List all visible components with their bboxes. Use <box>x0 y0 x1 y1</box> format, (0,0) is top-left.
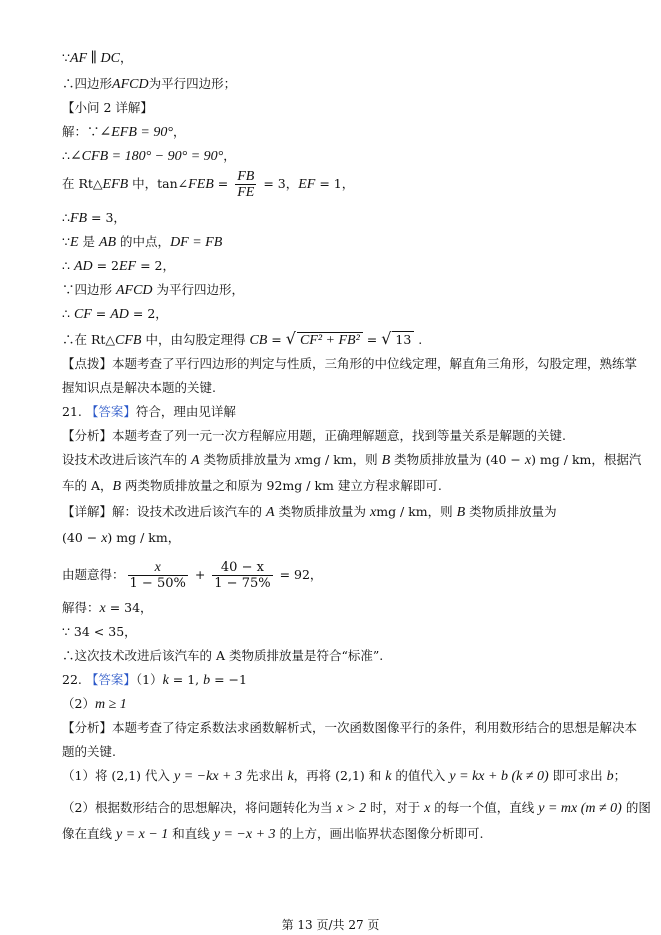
math: E <box>69 235 79 250</box>
text: = 92， <box>275 567 323 582</box>
line <box>62 624 137 640</box>
math: AD <box>73 259 93 274</box>
text: 的图 <box>621 800 651 815</box>
math: A <box>265 505 275 520</box>
text: = 1, <box>168 672 204 687</box>
line <box>62 452 641 469</box>
math: AF ∥ DC <box>69 51 120 66</box>
line <box>62 428 566 444</box>
radical-sign: √ <box>381 329 392 348</box>
text: 的每一个值，直线 <box>430 800 539 815</box>
text: ∴这次技术改进后该汽车的 A 类物质排放量是符合“标准”. <box>62 648 384 663</box>
text: 两类物质排放量之和原为 92mg / km 建立方程求解即可. <box>121 478 442 493</box>
math: x <box>99 601 106 616</box>
text: （2） <box>62 696 95 711</box>
line <box>62 826 484 843</box>
text: （1）将 (2,1) 代入 <box>62 768 175 783</box>
math: m ≥ 1 <box>94 697 127 712</box>
text: + <box>190 567 210 582</box>
line <box>62 148 236 165</box>
answer-tag: 【答案】 <box>85 404 136 419</box>
text: ，再将 (2,1) 和 <box>293 768 386 783</box>
text: 的值代入 <box>391 768 450 783</box>
text: = 2， <box>136 258 175 273</box>
text: 类物质排放量为 <box>465 504 557 519</box>
line <box>62 530 180 547</box>
text: ∵ 34 < 35， <box>62 624 137 639</box>
denominator: 1 − 75% <box>214 576 271 591</box>
text: 题的关键. <box>62 744 116 759</box>
math: y = mx (m ≠ 0) <box>538 801 622 816</box>
math: EF <box>298 177 316 192</box>
text: ， <box>223 148 236 163</box>
text: = 34， <box>105 600 153 615</box>
text: 【点拨】本题考查了平行四边形的判定与性质，三角形的中位线定理，解直角三角形，勾股定理，熟练掌 <box>62 356 638 371</box>
line <box>62 100 153 116</box>
text: = 2， <box>128 306 168 321</box>
radical-sign: √ <box>285 329 296 348</box>
math: x > 2 <box>336 801 367 816</box>
numerator: FB <box>237 169 255 184</box>
text: = 1， <box>315 176 355 191</box>
denominator: FE <box>237 185 255 200</box>
line <box>62 76 236 93</box>
math: AFCD <box>112 77 149 92</box>
line <box>62 210 126 227</box>
text: 的上方，画出临界状态图像分析即可. <box>275 826 484 841</box>
line <box>62 404 236 420</box>
line <box>62 560 322 591</box>
line <box>62 696 127 713</box>
text: 车的 A， <box>62 478 113 493</box>
math: DF = FB <box>170 235 223 250</box>
text: ) mg / km， <box>107 530 181 545</box>
text: = 2 <box>92 258 119 273</box>
text: 中，tan∠ <box>128 176 189 191</box>
line <box>62 478 442 495</box>
math: ∠CFB = 180° − 90° = 90° <box>69 149 224 164</box>
text: ∴在 Rt△ <box>62 332 116 347</box>
fraction <box>212 560 272 591</box>
text: 握知识点是解决本题的关键. <box>62 380 216 395</box>
text: = <box>91 306 111 321</box>
text: 是 <box>78 234 99 249</box>
line <box>62 169 354 200</box>
math: x <box>424 801 431 816</box>
math: k <box>385 769 392 784</box>
text: 时，对于 <box>366 800 425 815</box>
text: ) mg / km，根据汽 <box>531 452 642 467</box>
section-heading: 【小问 2 详解】 <box>62 100 153 115</box>
line <box>62 648 383 664</box>
text: = <box>267 332 286 347</box>
math: y = −x + 3 <box>213 827 276 842</box>
math: k <box>287 769 294 784</box>
denominator: 1 − 50% <box>129 576 186 591</box>
math: AFCD <box>115 283 153 298</box>
text: . <box>414 332 423 347</box>
math: b <box>203 673 211 688</box>
text: 为平行四边形， <box>152 282 245 297</box>
text: 由题意得： <box>62 567 125 582</box>
text: 【分析】本题考查了待定系数法求函数解析式，一次函数图像平行的条件，利用数形结合的思想是解决本 <box>62 720 638 735</box>
page-footer: 第 13 页/共 27 页 <box>281 918 380 932</box>
math: A <box>190 453 200 468</box>
text: = <box>213 176 233 191</box>
radicand: 13 <box>392 331 414 348</box>
math: x <box>524 453 532 468</box>
text: 在 Rt△ <box>62 176 103 191</box>
math: x <box>295 453 302 468</box>
math: B <box>381 453 391 468</box>
text: = −1 <box>210 672 247 687</box>
text: 类物质排放量为 <box>199 452 295 467</box>
line <box>62 258 175 275</box>
text: （1） <box>135 672 163 687</box>
line <box>62 768 626 785</box>
math: y = x − 1 <box>115 827 169 842</box>
line <box>62 331 422 349</box>
line <box>62 744 116 760</box>
text: ∵ <box>62 234 70 249</box>
math: AD <box>110 307 129 322</box>
text: ∵ <box>62 50 70 65</box>
math: CFB <box>115 333 142 348</box>
line <box>62 672 247 689</box>
text: ∴四边形 <box>62 76 113 91</box>
text: 先求出 <box>242 768 288 783</box>
text: ∴ <box>62 148 70 163</box>
text: 解得： <box>62 600 100 615</box>
line <box>62 282 244 299</box>
line <box>62 306 168 323</box>
text: 即可求出 <box>548 768 607 783</box>
text: 为平行四边形； <box>148 76 237 91</box>
math: B <box>112 479 122 494</box>
math: b <box>606 769 614 784</box>
text: mg / km，则 <box>376 504 457 519</box>
text: 22. <box>62 672 86 687</box>
text: ∴ <box>62 306 74 321</box>
radicand: CF² + FB² <box>297 332 363 349</box>
text: = 3， <box>259 176 299 191</box>
text: （2）根据数形结合的思想解决，将问题转化为当 <box>62 800 337 815</box>
line <box>62 380 216 396</box>
math: EFB <box>102 177 129 192</box>
text: ； <box>613 768 627 783</box>
line <box>62 356 637 372</box>
text: 类物质排放量为 (40 − <box>390 452 525 467</box>
text: 符合，理由见详解 <box>135 404 236 419</box>
text: 类物质排放量为 <box>274 504 370 519</box>
answer-tag: 【答案】 <box>85 672 136 687</box>
text: mg / km，则 <box>301 452 382 467</box>
math: AB <box>98 235 117 250</box>
text: 设技术改进后该汽车的 <box>62 452 191 467</box>
text: (40 − <box>62 530 102 545</box>
text: ∴ <box>62 210 70 225</box>
math: CF <box>73 307 92 322</box>
math: EF <box>118 259 137 274</box>
line <box>62 600 153 617</box>
text: 解：∵ <box>62 124 100 139</box>
math: CB <box>249 333 268 348</box>
line <box>62 124 185 141</box>
numerator: x <box>128 560 188 576</box>
text: = <box>362 332 382 347</box>
line <box>62 50 133 67</box>
line <box>62 504 557 521</box>
line <box>62 720 637 736</box>
math: y = −kx + 3 <box>174 769 242 784</box>
text: 和直线 <box>168 826 214 841</box>
text: 中，由勾股定理得 <box>141 332 250 347</box>
fraction <box>128 560 188 591</box>
math: y = kx + b (k ≠ 0) <box>449 769 549 784</box>
text: ∴ <box>62 258 74 273</box>
text: ∵四边形 <box>62 282 116 297</box>
math: x <box>101 531 108 546</box>
text: 像在直线 <box>62 826 116 841</box>
math: FEB <box>188 177 214 192</box>
text: ， <box>172 124 186 139</box>
math: ∠EFB = 90° <box>99 125 173 140</box>
text: 【分析】本题考查了列一元一次方程解应用题，正确理解题意，找到等量关系是解题的关键. <box>62 428 566 443</box>
line <box>62 234 222 251</box>
text: 21. <box>62 404 86 419</box>
text: 的中点， <box>116 234 171 249</box>
text: ， <box>119 50 133 65</box>
numerator: 40 − x <box>212 560 272 576</box>
fraction <box>235 169 256 200</box>
line <box>62 800 651 817</box>
math: x <box>370 505 377 520</box>
math: k <box>162 673 169 688</box>
text: = 3， <box>87 210 126 225</box>
math: FB <box>69 211 88 226</box>
text: 【详解】解：设技术改进后该汽车的 <box>62 504 266 519</box>
math: B <box>456 505 466 520</box>
